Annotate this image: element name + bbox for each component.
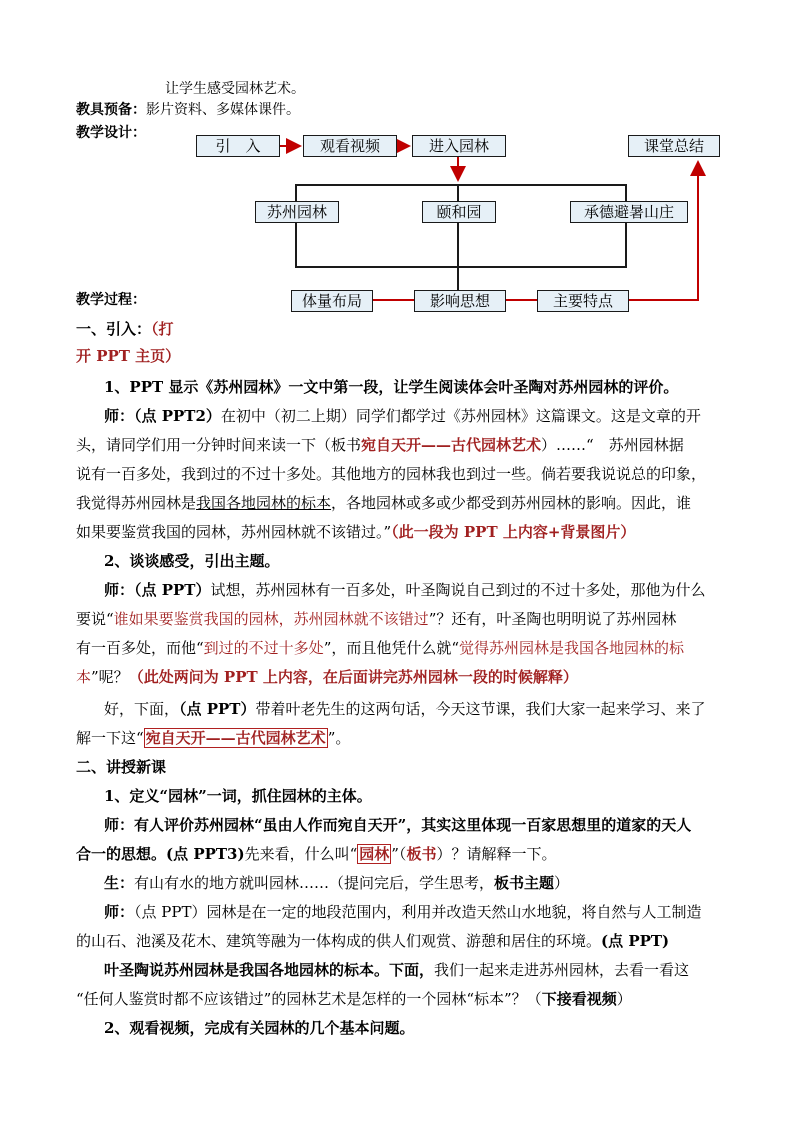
garden-frame [296,185,626,267]
flow-box-enter: 进入园林 [412,135,506,157]
section1-heading: 一、引入： [76,320,152,338]
para-10-line-1: 叶圣陶说苏州园林是我国各地园林的标本。下面，我们一起来走进苏州园林，去看一看这 [104,961,690,979]
section1-ppt-cont: 开 PPT 主页） [76,347,181,365]
prep-text: 影片资料、多媒体课件。 [146,102,300,118]
para-7-line-1: 师：有人评价苏州园林“虽由人作而宛自天开”，其实这里体现一百家思想里的道家的天人 [104,816,692,834]
para-4-line-4: 本”呢？（此处两问为 PPT 上内容，在后面讲完苏州园林一段的时候解释） [76,668,578,686]
para-9-line-2: 的山石、池溪及花木、建筑等融为一体构成的供人们观赏、游憩和居住的环境。(点 PPT) [76,932,670,950]
flow-box-watch: 观看视频 [303,135,397,157]
para-4-line-3: 有一百多处，而他“到过的不过十多处”，而且他凭什么就“觉得苏州园林是我国各地园林的标 [76,639,685,657]
para-8: 生：有山有水的地方就叫园林……（提问完后，学生思考，板书主题） [104,874,570,892]
prep-label: 教具预备： [76,102,146,118]
para-5-line-2: 解一下这“ 宛自天开——古代园林艺术 ”。 [76,729,351,747]
para-2-line-5: 如果要鉴赏我国的园林，苏州园林就不该错过。”（此一段为 PPT 上内容+背景图片） [76,523,636,541]
process-label: 教学过程： [76,292,146,308]
section2-title: 二、讲授新课 [76,758,167,776]
flow-box-layout: 体量布局 [291,290,373,312]
flow-box-summary: 课堂总结 [628,135,720,157]
para-2-line-4: 我觉得苏州园林是我国各地园林的标本，各地园林或多或少都受到苏州园林的影响。因此，谁 [76,494,692,512]
flow-box-features: 主要特点 [537,290,629,312]
intro-line: 让学生感受园林艺术。 [165,81,305,97]
flow-box-chengde: 承德避暑山庄 [570,201,688,223]
arrow-features-to-summary [628,162,698,300]
para-2-line-2: 头，请同学们用一分钟时间来读一下（板书宛自天开——古代园林艺术）……“ 苏州园林据 [76,436,684,454]
flow-box-yiheyuan: 颐和园 [422,201,496,223]
para-6: 1、定义“园林”一词，抓住园林的主体。 [104,787,372,805]
para-5-line-1: 好，下面，（点 PPT）带着叶老先生的这两句话，今天这节课，我们大家一起来学习、来了 [104,700,706,718]
para-7-line-2: 合一的思想。(点 PPT3)先来看，什么叫“ 园林 ”（板书）？请解释一下。 [76,845,557,863]
boxed-board-title: 宛自天开——古代园林艺术 [145,729,326,747]
flow-box-suzhou: 苏州园林 [255,201,339,223]
para-4-line-2: 要说“谁如果要鉴赏我国的园林，苏州园林就不该错过”？还有，叶圣陶也明明说了苏州园林 [76,610,677,628]
para-2-line-3: 说有一百多处，我到过的不过十多处。其他地方的园林我也到过一些。倘若要我说说总的印象， [76,465,707,483]
para-3: 2、谈谈感受，引出主题。 [104,552,280,570]
para-9-line-1: 师：（点 PPT）园林是在一定的地段范围内，利用并改造天然山水地貌，将自然与人工制造 [104,903,702,921]
design-label: 教学设计： [76,125,146,141]
flow-box-thought: 影响思想 [414,290,506,312]
section1-title: 一、引入：（打 [76,320,174,338]
para-10-line-2: “任何人鉴赏时都不应该错过”的园林艺术是怎样的一个园林“标本”？（下接看视频） [76,990,632,1008]
para-1: 1、PPT 显示《苏州园林》一文中第一段，让学生阅读体会叶圣陶对苏州园林的评价。 [104,378,679,396]
board-title: 宛自天开——古代园林艺术 [361,436,542,454]
para-11: 2、观看视频，完成有关园林的几个基本问题。 [104,1019,415,1037]
para-2-line-1: 师：（点 PPT2）在初中（初二上期）同学们都学过《苏州园林》这篇课文。这是文章的开 [104,407,701,425]
para-4-line-1: 师：（点 PPT）试想，苏州园林有一百多处，叶圣陶说自己到过的不过十多处，那他为什么 [104,581,706,599]
boxed-garden-word: 园林 [359,845,390,863]
flow-box-intro: 引 入 [196,135,280,157]
underlined-specimen: 我国各地园林的标本 [196,494,332,512]
